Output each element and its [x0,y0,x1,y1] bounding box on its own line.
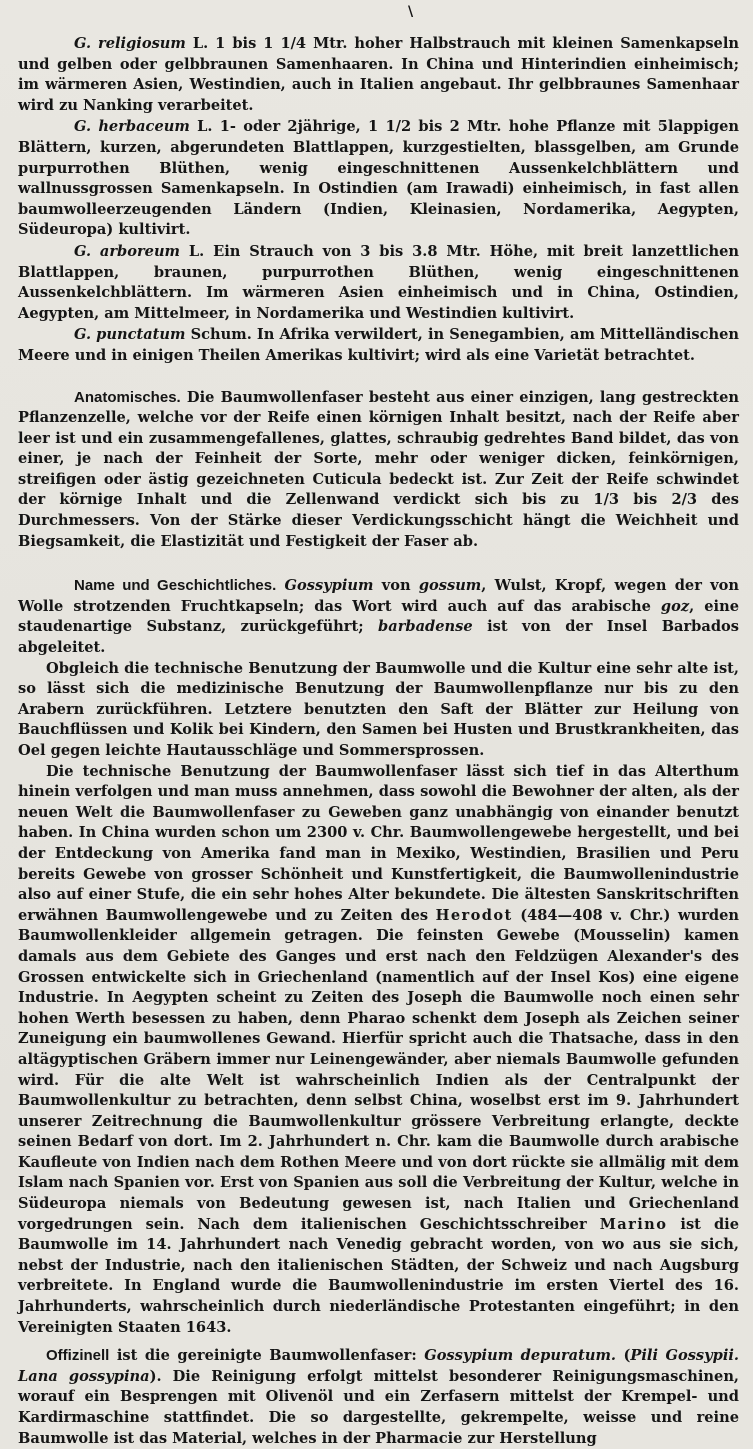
text-run: , eine staudenartige Substanz, zurückgeführt; [18,597,739,636]
section-offizinell [18,1346,739,1449]
term-gossypium: Gossypium [284,577,374,595]
section-text: Die Baumwollenfaser besteht aus einer einzigen, lang gestreckten Pflanzenzelle, welche vor der Reife einen körnigen Inhalt besitzt, nach der Reife aber leer ist und ein zusammengefallenes, glattes, schraubig gedrehtes Band bildet, das von einer, je nach der Feinheit der Sorte, mehr oder weniger dicken, feinkörnigen, streifigen oder ästig gezeichneten Cuticula bedeckt ist. Zur Zeit der Reife schwindet der körnige Inhalt und die Zellenwand verdickt sich bis zu 1/3 bis 2/3 des Durchmessers. Von der Stärke dieser Verdickungsschicht hängt die Weichheit und Biegsamkeit, die Elastizität und Festigkeit der Faser ab. [18,388,739,550]
species-arboreum [18,242,739,324]
term-gossypium-depuratum: Gossypium depuratum. [424,1347,616,1365]
term-gossum: gossum [418,577,482,595]
text-run: von [373,577,419,595]
text-run [276,577,284,594]
name-herodot: Herodot [435,906,513,924]
section-heading: Name und Geschichtliches. [74,577,277,595]
text-run: ). Die Reinigung erfolgt mittelst besonderer Reinigungsmaschinen, worauf ein Besprengen mit Olivenöl und ein Zerfasern mittelst der Krempel- und Kardirmaschine stattfindet. Die so dargestellte, gekrempelte, weisse und reine Baumwolle ist das Material, welches in der Pharmacie zur Herstellung [18,1367,740,1447]
species-religiosum [18,34,739,116]
term-goz: goz [660,597,690,615]
species-name: G. punctatum [74,326,186,344]
species-text: L. Ein Strauch von 3 bis 3.8 Mtr. Höhe, mit breit lanzettlichen Blattlappen, braunen, purpurrothen Blüthen, wenig eingeschnittenen Aussenkelchblättern. Im wärmeren Asien einheimisch und in China, Ostindien, Aegypten, am Mittelmeer, in Nordamerika und Westindien kultivirt. [18,242,739,322]
section-heading: Offizinell [46,1347,110,1365]
species-herbaceum [18,117,739,241]
section-name-geschichte [18,576,739,658]
text-run: , Wulst, Kropf, wegen der von Wolle strotzenden Fruchtkapseln; das Wort wird auch auf das arabische [18,577,739,615]
paragraph-medizin: Obgleich die technische Benutzung der Baumwolle und die Kultur eine sehr alte ist, so lässt sich die medizinische Benutzung der Baumwollenpflanze nur bis zu den Arabern zurückführen. Letztere benutzten den Saft der Blätter zur Heilung von Bauchflüssen und Kolik bei Kindern, den Samen bei Husten und Brustkrankheiten, das Oel gegen leichte Hautausschläge und Sommersprossen. [18,659,739,759]
text-run: ist von der Insel Barbados abgeleitet. [18,618,739,657]
species-name: G. herbaceum [74,118,190,136]
text-run: Die technische Benutzung der Baumwollenfaser lässt sich tief in das Alterthum hinein verfolgen und man muss annehmen, dass sowohl die Bewohner der alten, als der neuen Welt die Baumwollenfaser zu Geweben ganz unabhängig von einander benutzt haben. In China wurden schon um 2300 v. Chr. Baumwollengewebe hergestellt, und bei der Entdeckung von Amerika fand man in Mexiko, Westindien, Brasilien und Peru bereits Gewebe von grosser Schönheit und Kunstfertigkeit, die Baumwollenindustrie also auf einer Stufe, die ein sehr hohes Alter bekundete. Die ältesten Sanskritschriften erwähnen Baumwollengewebe und zu Zeiten des [18,762,739,924]
text-run: ist die Baumwolle im 14. Jahrhundert nach Venedig gebracht worden, von wo aus sie sich, nebst der Industrie, nach den italienischen Städten, der Schweiz und nach Augsburg verbreitete. In England wurde die Baumwollenindustrie im ersten Viertel des 16. Jahrhunderts, wahrscheinlich durch niederländische Protestanten eingeführt; in den Vereinigten Staaten 1643. [18,1215,740,1336]
species-text: Schum. In Afrika verwildert, in Senegambien, am Mittelländischen Meere und in einigen Theilen Amerikas kultivirt; wird als eine Varietät betrachtet. [18,326,740,364]
text-run: ( [615,1347,631,1365]
text-run: (484—408 v. Chr.) wurden Baumwollenkleider allgemein getragen. Die feinsten Gewebe (Mousselin) kamen damals aus dem Gebiete des Ganges und erst nach den Feldzügen Alexander's des Grossen entwickelte sich in Griechenland (namentlich auf der Insel Kos) eine eigene Industrie. In Aegypten scheint zu Zeiten des Joseph die Baumwolle noch einen sehr hohen Werth besessen zu haben, denn Pharao schenkt dem Joseph als Zeichen seiner Zuneigung ein baumwollenes Gewand. Hierfür spricht auch die Thatsache, dass in den altägyptischen Gräbern immer nur Leinengewänder, aber niemals Baumwolle gefunden wird. Für die alte Welt ist wahrscheinlich Indien als der Centralpunkt der Baumwollenkultur zu betrachten, denn selbst China, woselbst erst im 9. Jahrhundert unserer Zeitrechnung die Baumwollenkultur grössere Verbreitung erlangte, deckte seinen Bedarf von dort. Im 2. Jahrhundert n. Chr. kam die Baumwolle durch arabische Kaufleute von Indien nach dem Rothen Meere und von dort rückte sie allmälig mit dem Islam nach Spanien vor. Erst von Spanien aus soll die Verbreitung der Kultur, welche in Südeuropa niemals von Bedeutung gewesen ist, nach Italien und Griechenland vorgedrungen sein. Nach dem italienischen Geschichtsschreiber [18,906,739,1233]
species-name: G. religiosum [74,35,186,52]
section-heading: Anatomisches. [74,388,181,406]
species-punctatum [18,325,739,366]
text-run: ist die gereinigte Baumwollenfaser: [109,1347,425,1365]
page-mark: \ [408,4,414,20]
paragraph-technik [18,762,739,1339]
species-text: L. 1 bis 1 1/4 Mtr. hoher Halbstrauch mit kleinen Samenkapseln und gelben oder gelbbraunen Samenhaaren. In China und Hinterindien einheimisch; im wärmeren Asien, Westindien, auch in Italien angebaut. Ihr gelbbraunes Samenhaar wird zu Nanking verarbeitet. [18,35,739,114]
term-pili-gossypii: Pili Gossypii. Lana gossypina [18,1347,739,1385]
section-anatomisches [18,388,739,553]
name-marino: Marino [599,1215,668,1233]
species-name: G. arboreum [74,242,180,260]
term-barbadense: barbadense [378,618,473,636]
species-text: L. 1- oder 2jährige, 1 1/2 bis 2 Mtr. hohe Pflanze mit 5lappigen Blättern, kurzen, abgerundeten Blattlappen, kurzgestielten, blassgelben, am Grunde purpurrothen Blüthen, wenig eingeschnittenen Aussenkelchblättern und wallnussgrossen Samenkapseln. In Ostindien (am Irawadi) einheimisch, in fast allen baumwolleerzeugenden Ländern (Indien, Kleinasien, Nordamerika, Aegypten, Südeuropa) kultivirt. [18,118,740,239]
